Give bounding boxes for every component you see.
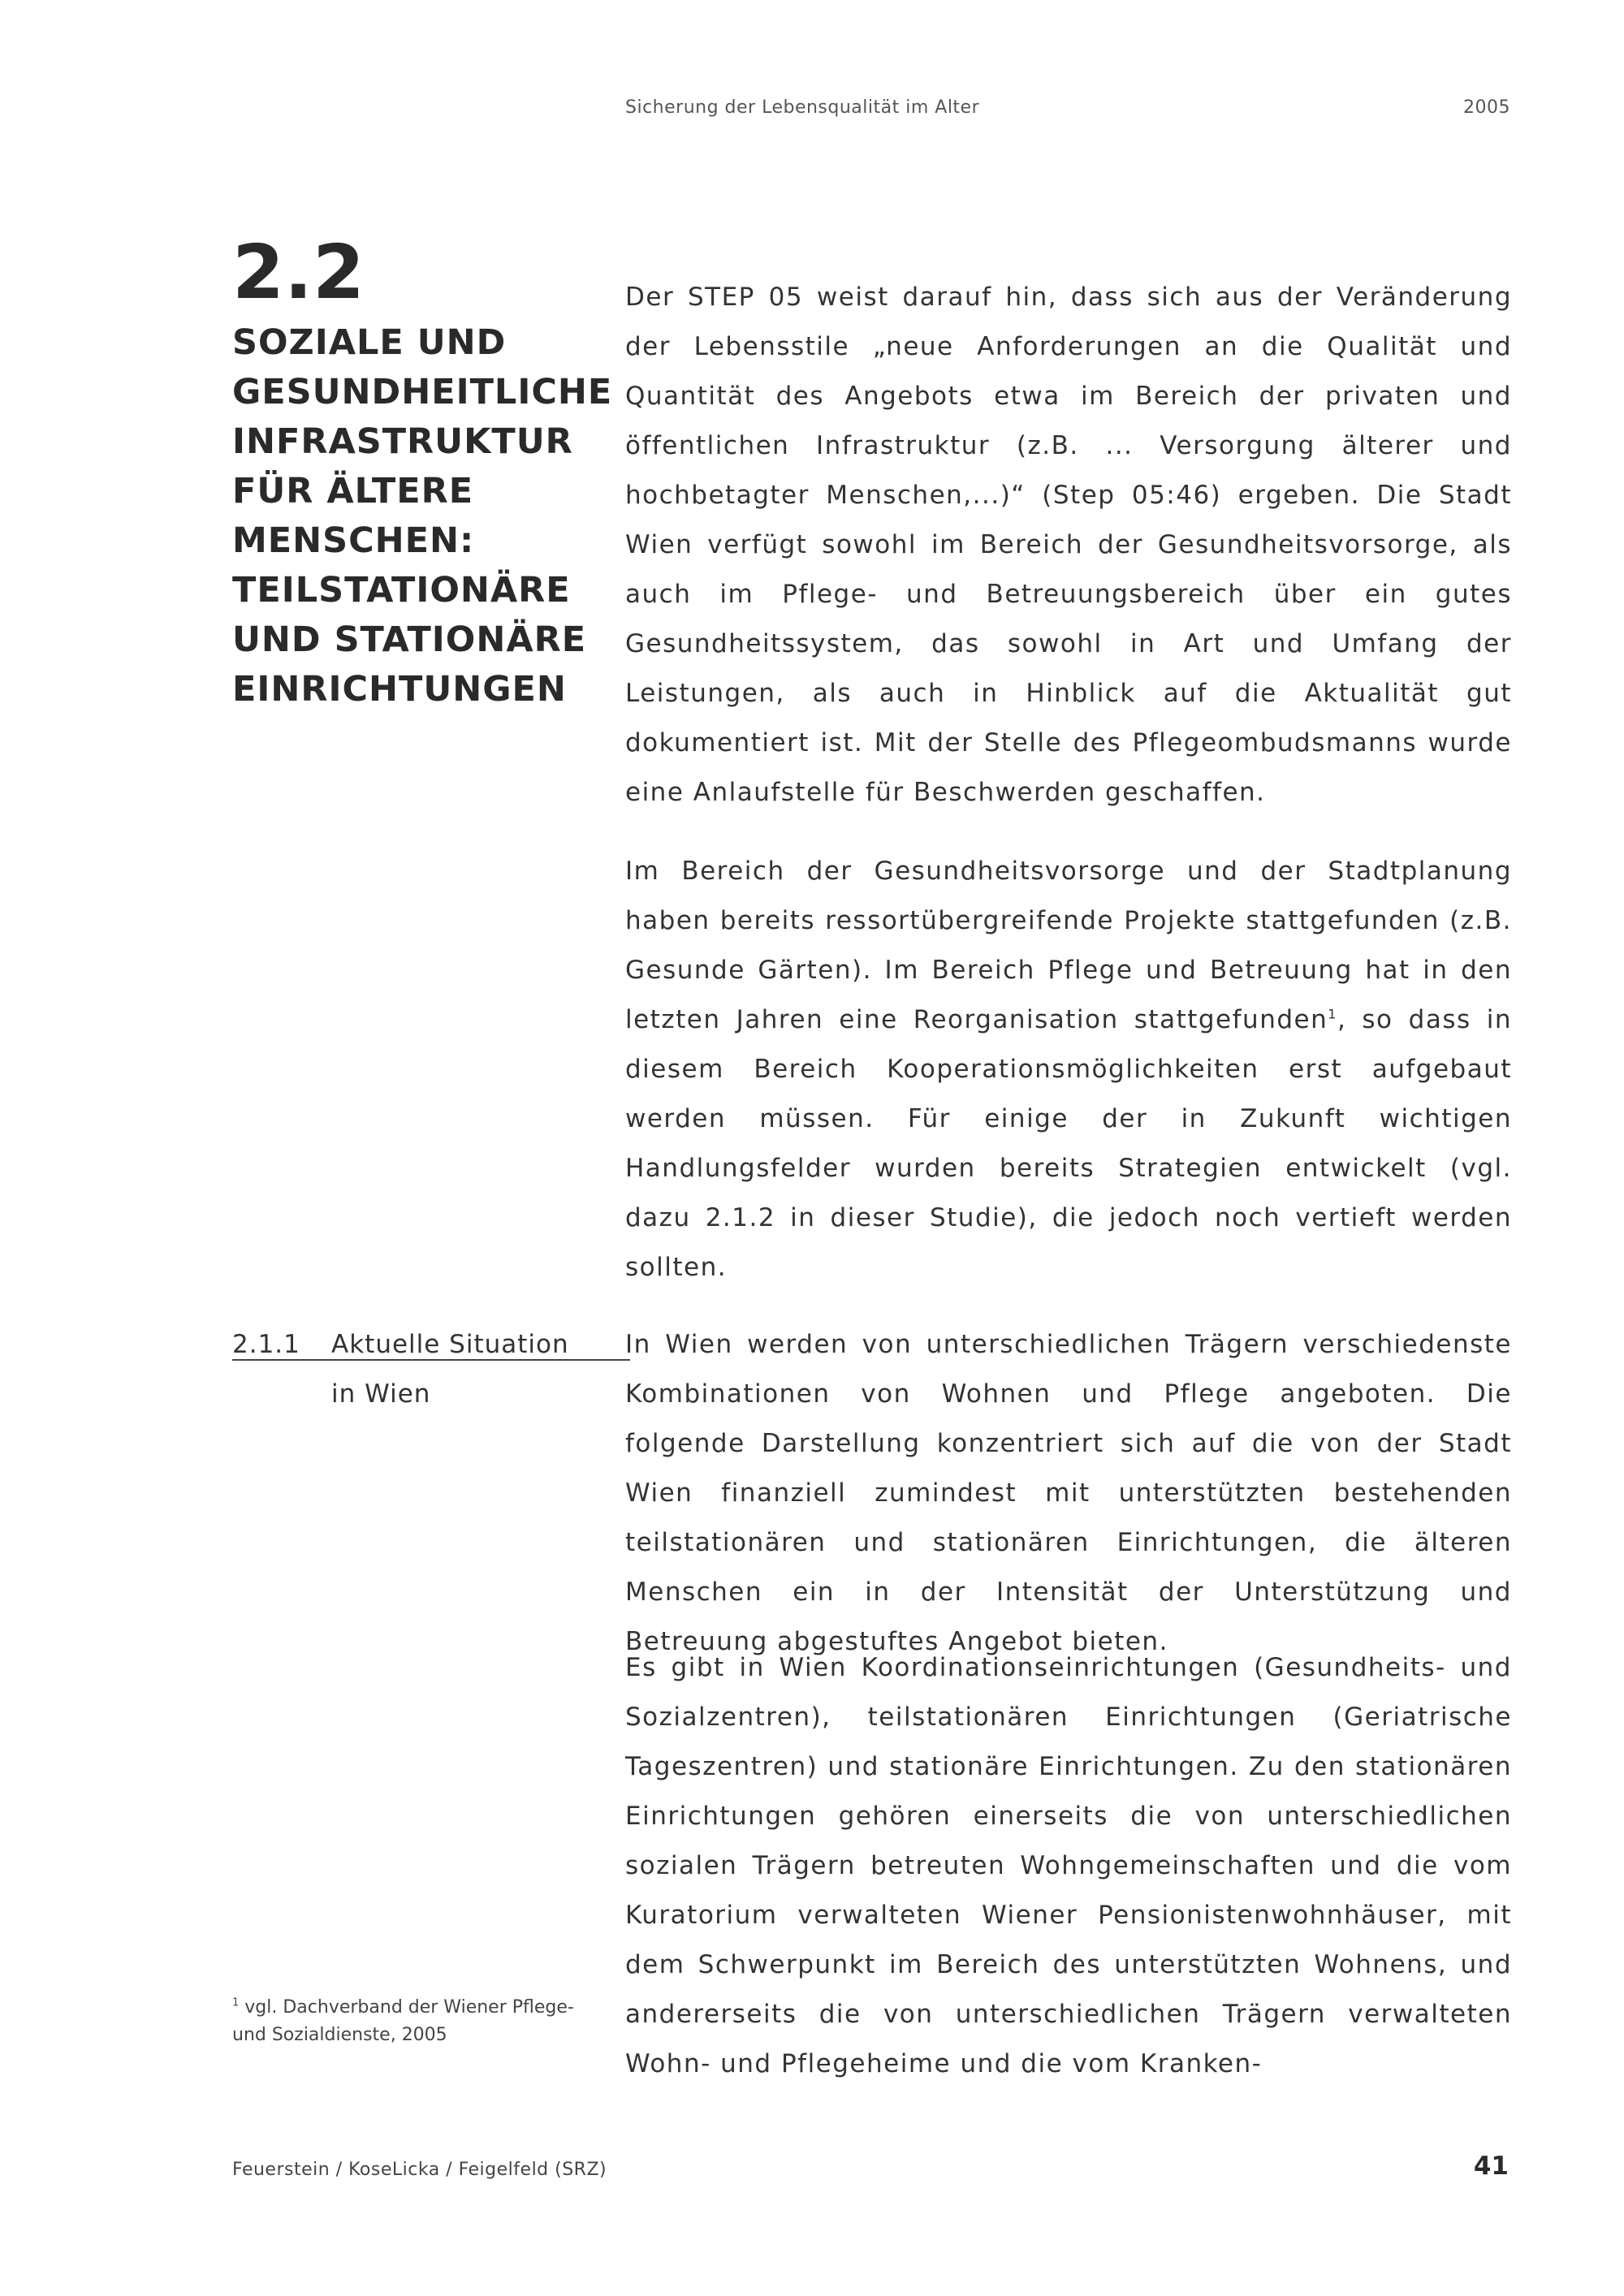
- body-paragraph-2: [625, 847, 1512, 1293]
- section-title-line: TEILSTATIONÄRE: [232, 570, 571, 611]
- section-number: 2.2: [232, 229, 365, 316]
- paragraph-text: [625, 847, 1512, 1293]
- footnote-reference: 1: [1328, 1006, 1337, 1022]
- section-title-line: MENSCHEN:: [232, 520, 475, 561]
- footnote-marker: 1: [232, 1996, 240, 2009]
- body-paragraph-3: [625, 1320, 1512, 1667]
- section-title-line: UND STATIONÄRE: [232, 619, 587, 660]
- paragraph-text-part: Im Bereich der Gesundheitsvorsorge und der Stadtplanung haben bereits ressortübergreifende Projekte stattgefunden (z.B. Gesunde Gärten). Im Bereich Pflege und Betreuung hat in den letzten Jahren eine Reorganisation stattgefunden: [625, 857, 1512, 1034]
- section-title-line: INFRASTRUKTUR: [232, 421, 573, 462]
- footnote-text: vgl. Dachverband der Wiener Pflege- und Sozialdienste, 2005: [232, 1997, 574, 2045]
- subsection-title-continued: in Wien: [331, 1379, 431, 1409]
- paragraph-text-part: , so dass in diesem Bereich Kooperationsmöglichkeiten erst aufgebaut werden müssen. Für einige der in Zukunft wichtigen Handlungsfelder wurden bereits Strategien entwickelt (vgl. dazu 2.1.2 in dieser Studie), die jedoch noch vertieft werden sollten.: [625, 1005, 1512, 1282]
- running-header-year: 2005: [1463, 97, 1510, 118]
- subsection-number: 2.1.1: [232, 1330, 300, 1359]
- subsection-heading-line: [232, 1320, 569, 1370]
- running-header-title: Sicherung der Lebensqualität im Alter: [625, 97, 980, 118]
- page-number: 41: [1473, 2151, 1509, 2181]
- footnote: [232, 1994, 606, 2049]
- subsection-heading: [232, 1320, 569, 1419]
- section-title: [232, 318, 613, 714]
- paragraph-text: Der STEP 05 weist darauf hin, dass sich aus der Veränderung der Lebensstile „neue Anforderungen an die Qualität und Quantität des Angebots etwa im Bereich der privaten und öffentlichen Infrastruktur (z.B. ... Versorgung älterer und hochbetagter Menschen,...)“ (Step 05:46) ergeben. Die Stadt Wien verfügt sowohl im Bereich der Gesundheitsvorsorge, als auch im Pflege- und Betreuungsbereich über ein gutes Gesundheitssystem, das sowohl in Art und Umfang der Leistungen, als auch in Hinblick auf die Aktualität gut dokumentiert ist. Mit der Stelle des Pflegeombudsmanns wurde eine Anlaufstelle für Beschwerden geschaffen.: [625, 283, 1512, 807]
- section-title-line: EINRICHTUNGEN: [232, 669, 567, 710]
- section-title-line: FÜR ÄLTERE: [232, 471, 474, 511]
- section-title-line: GESUNDHEITLICHE: [232, 372, 613, 412]
- paragraph-text: Es gibt in Wien Koordinationseinrichtungen (Gesundheits- und Sozialzentren), teilstationären Einrichtungen (Geriatrische Tageszentren) und stationäre Einrichtungen. Zu den stationären Einrichtungen gehören einerseits die von unterschiedlichen sozialen Trägern betreuten Wohngemeinschaften und die vom Kuratorium verwalteten Wiener Pensionistenwohnhäuser, mit dem Schwerpunkt im Bereich des unterstützten Wohnens, und andererseits die von unterschiedlichen Trägern verwalteten Wohn- und Pflegeheime und die vom Kranken-: [625, 1653, 1512, 2078]
- section-title-line: SOZIALE UND: [232, 322, 507, 363]
- subsection-rule: [232, 1359, 630, 1361]
- body-paragraph-1: [625, 273, 1512, 818]
- subsection-title: Aktuelle Situation: [331, 1330, 569, 1359]
- paragraph-text: In Wien werden von unterschiedlichen Trägern verschiedenste Kombinationen von Wohnen und Pflege angeboten. Die folgende Darstellung konzentriert sich auf die von der Stadt Wien finanziell zumindest mit unterstützten bestehenden teilstationären und stationären Einrichtungen, die älteren Menschen ein in der Intensität der Unterstützung und Betreuung abgestuftes Angebot bieten.: [625, 1330, 1512, 1656]
- body-paragraph-4: [625, 1643, 1512, 2089]
- footer-authors: Feuerstein / KoseLicka / Feigelfeld (SRZ): [232, 2160, 607, 2180]
